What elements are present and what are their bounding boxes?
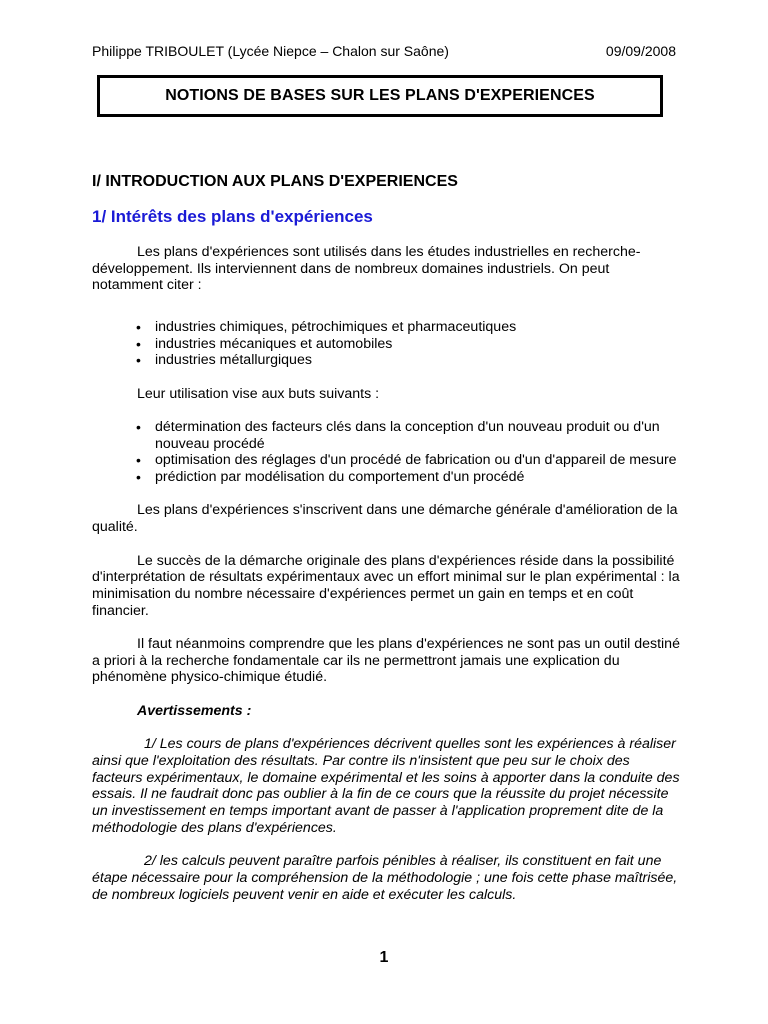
bullet-icon: • (136, 469, 141, 486)
list-item: • optimisation des réglages d'un procédé de fabrication ou d'un d'appareil de mesure (136, 452, 677, 469)
warning-1: 1/ Les cours de plans d'expériences décrivent quelles sont les expériences à réaliser ainsi que l'exploitation des résultats. Par contre ils n'insistent que peu sur le choix des facteurs expérimentaux, le domaine expérimental et les soins à apporter dans la conduite des essais. Il ne faudrait donc pas oublier à la fin de ce cours que la réussite du projet nécessite un investissement en temps important avant de passer à l'application proprement dite de la méthodologie des plans d'expériences. (92, 736, 680, 836)
list-item: • industries métallurgiques (136, 352, 312, 369)
paragraph-quality: Les plans d'expériences s'inscrivent dans une démarche générale d'amélioration de la qualité. (92, 502, 678, 536)
bullet-icon: • (136, 352, 141, 369)
bullet-icon: • (136, 335, 141, 352)
page-number: 1 (379, 949, 389, 966)
paragraph-limits: Il faut néanmoins comprendre que les plans d'expériences ne sont pas un outil destiné a priori à la recherche fondamentale car ils ne permettront jamais une explication du phénomène physico-chimique étudié. (92, 636, 680, 686)
warnings-heading: Avertissements : (137, 702, 252, 719)
subsection-heading: 1/ Intérêts des plans d'expériences (92, 207, 373, 226)
list-item: • prédiction par modélisation du comportement d'un procédé (136, 469, 525, 486)
bullet-icon: • (136, 418, 141, 435)
list-item: • industries mécaniques et automobiles (136, 335, 393, 352)
header-date: 09/09/2008 (605, 43, 676, 59)
title-box (97, 75, 663, 117)
paragraph-success: Le succès de la démarche originale des plans d'expériences réside dans la possibilité d'interprétation de résultats expérimentaux avec un effort minimal sur le plan expérimental : la minimisation du nombre nécessaire d'expériences permet un gain en temps et en coût financier. (92, 552, 680, 619)
goals-list (92, 419, 680, 486)
bullet-icon: • (136, 318, 141, 335)
bullet-icon: • (136, 452, 141, 469)
paragraph-goals-intro: Leur utilisation vise aux buts suivants : (137, 385, 380, 402)
paragraph-intro: Les plans d'expériences sont utilisés dans les études industrielles en recherche-développement. Ils interviennent dans de nombreux domaines industriels. On peut notamment citer : (92, 244, 641, 294)
header-author: Philippe TRIBOULET (Lycée Niepce – Chalon sur Saône) (92, 43, 449, 59)
list-item: • industries chimiques, pétrochimiques et pharmaceutiques (136, 318, 517, 335)
warning-2: 2/ les calculs peuvent paraître parfois pénibles à réaliser, ils constituent en fait une étape nécessaire pour la compréhension de la méthodologie ; une fois cette phase maîtrisée, de nombreux logiciels peuvent venir en aide et exécuter les calculs. (92, 853, 678, 903)
document-title: NOTIONS DE BASES SUR LES PLANS D'EXPERIENCES (165, 87, 595, 104)
section-heading: I/ INTRODUCTION AUX PLANS D'EXPERIENCES (92, 173, 458, 190)
list-item: • détermination des facteurs clés dans la conception d'un nouveau produit ou d'un nouveau procédé (136, 418, 660, 452)
body-text (92, 244, 680, 903)
domains-list (92, 319, 680, 369)
